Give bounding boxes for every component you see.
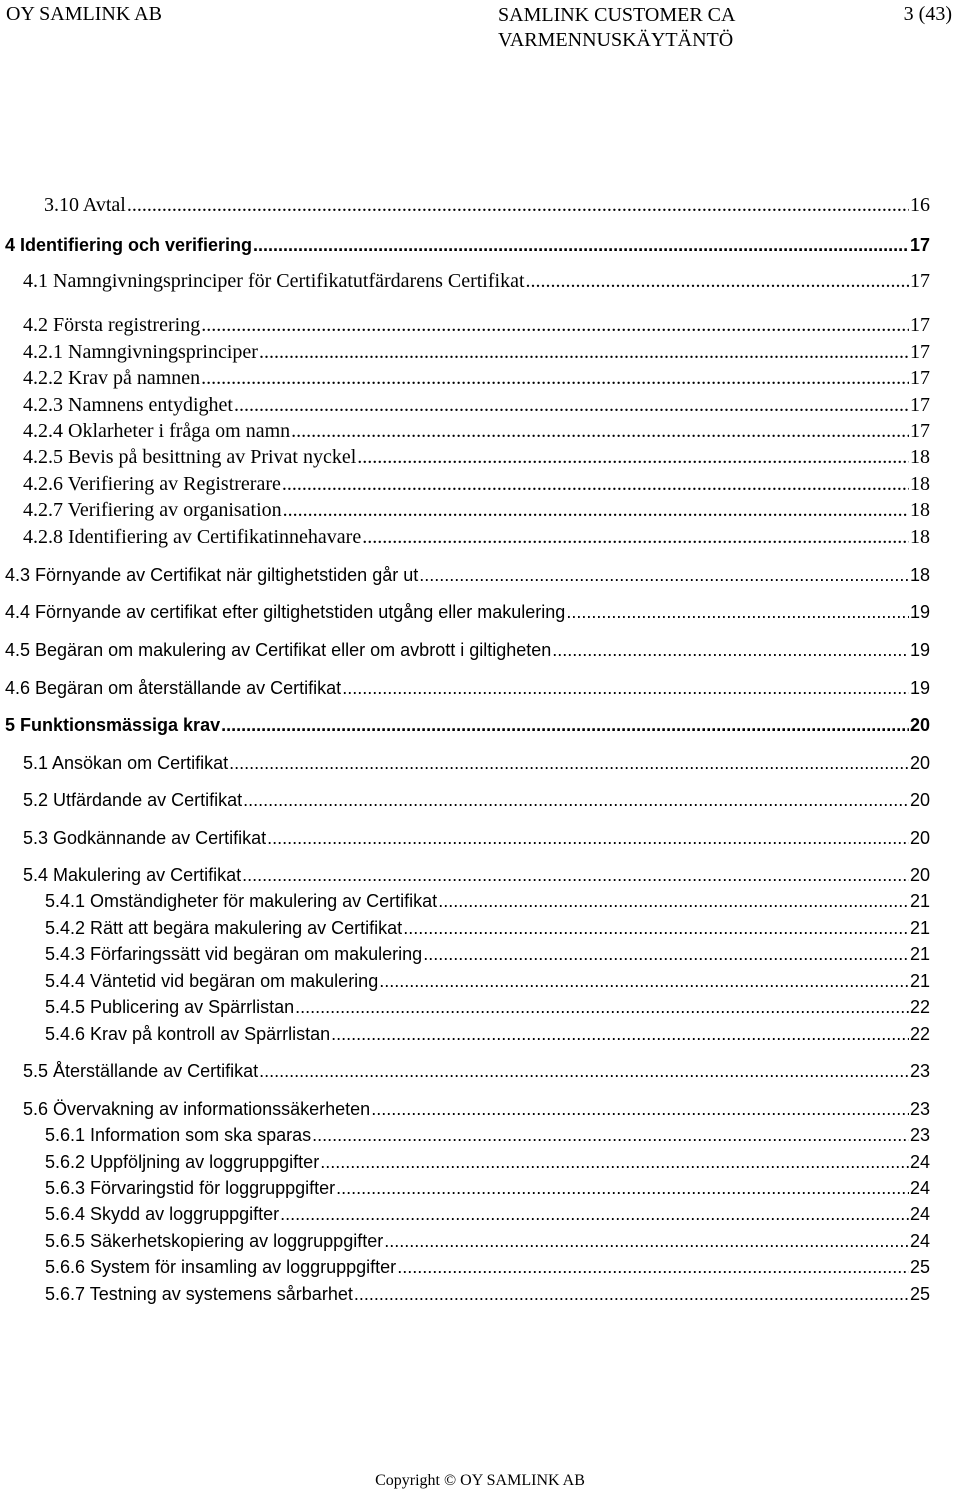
toc-entry[interactable]: [23, 394, 930, 416]
page-footer: [0, 1472, 960, 1490]
toc-entry-page: 24: [909, 1204, 930, 1224]
toc-entry-page: 21: [909, 891, 930, 911]
toc-entry-title: 5.6.1 Information som ska sparas: [45, 1125, 312, 1145]
toc-dot-leader: [320, 1151, 909, 1173]
toc-dot-leader: [229, 752, 909, 774]
toc-entry-page: 25: [909, 1257, 930, 1277]
toc-entry-page: 19: [909, 678, 930, 698]
toc-entry[interactable]: [5, 639, 930, 661]
toc-entry[interactable]: [45, 970, 930, 992]
toc-entry-title: 5 Funktionsmässiga krav: [5, 715, 221, 735]
toc-entry-title: 5.6.3 Förvaringstid för loggruppgifter: [45, 1178, 336, 1198]
toc-entry-title: 5.4.3 Förfaringssätt vid begäran om makulering: [45, 944, 423, 964]
toc-entry[interactable]: [23, 789, 930, 811]
toc-entry[interactable]: [5, 564, 930, 586]
toc-dot-leader: [552, 639, 909, 661]
toc-entry-title: 4 Identifiering och verifiering: [5, 235, 253, 255]
toc-entry-title: 4.6 Begäran om återställande av Certifikat: [5, 678, 342, 698]
toc-dot-leader: [253, 234, 909, 256]
toc-dot-leader: [267, 827, 909, 849]
copyright-notice: Copyright © OY SAMLINK AB: [375, 1472, 585, 1489]
toc-entry-title: 5.6 Övervakning av informationssäkerheten: [23, 1099, 371, 1119]
toc-entry-title: 5.4 Makulering av Certifikat: [23, 865, 242, 885]
toc-entry-page: 17: [910, 394, 930, 416]
toc-entry-title: 5.1 Ansökan om Certifikat: [23, 753, 229, 773]
toc-entry-title: 5.4.1 Omständigheter för makulering av Certifikat: [45, 891, 438, 911]
toc-entry-title: 4.2.2 Krav på namnen: [23, 367, 201, 389]
toc-entry[interactable]: [23, 1098, 930, 1120]
toc-entry[interactable]: [5, 234, 930, 256]
toc-dot-leader: [201, 314, 909, 336]
toc-entry[interactable]: [44, 194, 930, 216]
toc-entry-page: 23: [909, 1061, 930, 1081]
toc-entry-page: 20: [909, 790, 930, 810]
toc-entry[interactable]: [23, 526, 930, 548]
toc-entry[interactable]: [45, 1283, 930, 1305]
toc-entry[interactable]: [45, 890, 930, 912]
toc-entry[interactable]: [23, 827, 930, 849]
toc-entry-page: 19: [909, 640, 930, 660]
toc-entry-title: 4.5 Begäran om makulering av Certifikat eller om avbrott i giltigheten: [5, 640, 552, 660]
toc-dot-leader: [357, 446, 909, 468]
toc-entry[interactable]: [23, 420, 930, 442]
toc-entry[interactable]: [23, 446, 930, 468]
toc-entry-page: 20: [909, 865, 930, 885]
toc-entry[interactable]: [45, 917, 930, 939]
toc-entry-page: 24: [909, 1178, 930, 1198]
toc-dot-leader: [336, 1177, 909, 1199]
toc-dot-leader: [526, 270, 909, 292]
toc-entry-page: 17: [910, 341, 930, 363]
toc-entry-page: 17: [910, 270, 930, 292]
toc-dot-leader: [403, 917, 909, 939]
toc-entry-title: 4.2.5 Bevis på besittning av Privat nyckel: [23, 446, 357, 468]
toc-dot-leader: [259, 341, 909, 363]
toc-dot-leader: [282, 473, 909, 495]
company-name: OY SAMLINK AB: [6, 3, 162, 25]
toc-entry-title: 5.6.4 Skydd av loggruppgifter: [45, 1204, 280, 1224]
toc-dot-leader: [342, 677, 909, 699]
toc-entry[interactable]: [23, 367, 930, 389]
toc-entry-page: 24: [909, 1152, 930, 1172]
toc-entry-page: 16: [910, 194, 930, 216]
toc-dot-leader: [259, 1060, 909, 1082]
toc-entry-page: 20: [909, 828, 930, 848]
toc-dot-leader: [243, 789, 909, 811]
toc-dot-leader: [419, 564, 909, 586]
toc-dot-leader: [280, 1203, 909, 1225]
toc-entry-page: 18: [910, 526, 930, 548]
toc-entry-page: 20: [909, 753, 930, 773]
toc-entry-title: 4.1 Namngivningsprinciper för Certifikatutfärdarens Certifikat: [23, 270, 525, 292]
toc-entry[interactable]: [23, 270, 930, 292]
toc-entry-title: 5.4.4 Väntetid vid begäran om makulering: [45, 971, 379, 991]
toc-dot-leader: [566, 601, 909, 623]
toc-entry-page: 22: [909, 1024, 930, 1044]
toc-entry-page: 19: [909, 602, 930, 622]
toc-entry[interactable]: [45, 1256, 930, 1278]
toc-dot-leader: [362, 526, 909, 548]
toc-dot-leader: [127, 194, 909, 216]
toc-entry[interactable]: [45, 1177, 930, 1199]
toc-entry-page: 18: [909, 565, 930, 585]
toc-entry[interactable]: [45, 1230, 930, 1252]
toc-dot-leader: [201, 367, 909, 389]
toc-entry-page: 23: [909, 1125, 930, 1145]
toc-dot-leader: [379, 970, 909, 992]
toc-dot-leader: [234, 394, 909, 416]
toc-dot-leader: [312, 1124, 909, 1146]
toc-entry-title: 5.4.2 Rätt att begära makulering av Certifikat: [45, 918, 403, 938]
toc-entry[interactable]: [23, 341, 930, 363]
toc-entry[interactable]: [23, 314, 930, 336]
toc-dot-leader: [354, 1283, 909, 1305]
toc-entry-page: 22: [909, 997, 930, 1017]
toc-entry-page: 18: [910, 446, 930, 468]
document-title-line-2: VARMENNUSKÄYTÄNTÖ: [498, 29, 734, 51]
toc-entry-title: 5.6.5 Säkerhetskopiering av loggruppgifter: [45, 1231, 384, 1251]
toc-dot-leader: [295, 996, 909, 1018]
toc-entry-page: 20: [909, 715, 930, 735]
toc-dot-leader: [371, 1098, 909, 1120]
toc-dot-leader: [283, 499, 909, 521]
toc-entry-title: 4.4 Förnyande av certifikat efter giltighetstiden utgång eller makulering: [5, 602, 566, 622]
toc-entry-page: 17: [910, 314, 930, 336]
toc-entry[interactable]: [23, 752, 930, 774]
toc-entry-title: 5.4.6 Krav på kontroll av Spärrlistan: [45, 1024, 331, 1044]
toc-entry-title: 4.2.8 Identifiering av Certifikatinnehavare: [23, 526, 362, 548]
page-indicator: 3 (43): [903, 3, 952, 25]
toc-entry-page: 21: [909, 918, 930, 938]
toc-entry-title: 5.6.2 Uppföljning av loggruppgifter: [45, 1152, 320, 1172]
toc-entry[interactable]: [45, 1203, 930, 1225]
toc-entry-title: 4.2.4 Oklarheter i fråga om namn: [23, 420, 291, 442]
toc-entry[interactable]: [45, 996, 930, 1018]
toc-entry[interactable]: [5, 714, 930, 736]
toc-entry[interactable]: [23, 864, 930, 886]
toc-entry[interactable]: [5, 601, 930, 623]
toc-entry-page: 23: [909, 1099, 930, 1119]
toc-entry-page: 21: [909, 944, 930, 964]
toc-entry-title: 5.3 Godkännande av Certifikat: [23, 828, 267, 848]
toc-entry-title: 4.2 Första registrering: [23, 314, 201, 336]
toc-entry[interactable]: [45, 1151, 930, 1173]
toc-entry-title: 4.2.1 Namngivningsprinciper: [23, 341, 258, 363]
toc-dot-leader: [397, 1256, 909, 1278]
toc-dot-leader: [331, 1023, 909, 1045]
toc-entry-title: 5.4.5 Publicering av Spärrlistan: [45, 997, 295, 1017]
toc-entry[interactable]: [23, 499, 930, 521]
toc-entry-title: 4.2.7 Verifiering av organisation: [23, 499, 282, 521]
toc-entry-page: 25: [909, 1284, 930, 1304]
toc-entry-title: 5.6.7 Testning av systemens sårbarhet: [45, 1284, 353, 1304]
toc-entry[interactable]: [45, 1023, 930, 1045]
toc-entry-page: 18: [910, 499, 930, 521]
toc-entry[interactable]: [23, 473, 930, 495]
toc-dot-leader: [221, 714, 909, 736]
toc-dot-leader: [291, 420, 909, 442]
toc-dot-leader: [242, 864, 909, 886]
toc-dot-leader: [438, 890, 909, 912]
document-title-line-1: SAMLINK CUSTOMER CA: [498, 4, 736, 26]
toc-entry[interactable]: [45, 1124, 930, 1146]
toc-entry[interactable]: [23, 1060, 930, 1082]
toc-entry-title: 4.2.6 Verifiering av Registrerare: [23, 473, 281, 495]
toc-entry-title: 5.2 Utfärdande av Certifikat: [23, 790, 243, 810]
toc-entry-title: 4.3 Förnyande av Certifikat när giltighetstiden går ut: [5, 565, 419, 585]
toc-dot-leader: [423, 943, 909, 965]
toc-entry-page: 18: [910, 473, 930, 495]
toc-entry[interactable]: [5, 677, 930, 699]
toc-entry-page: 17: [909, 235, 930, 255]
toc-entry-title: 4.2.3 Namnens entydighet: [23, 394, 233, 416]
toc-entry-title: 5.5 Återställande av Certifikat: [23, 1061, 259, 1081]
toc-entry-title: 5.6.6 System för insamling av loggruppgifter: [45, 1257, 397, 1277]
toc-entry-page: 17: [910, 367, 930, 389]
toc-entry-page: 17: [910, 420, 930, 442]
toc-entry-page: 24: [909, 1231, 930, 1251]
toc-entry[interactable]: [45, 943, 930, 965]
toc-entry-title: 3.10 Avtal: [44, 194, 126, 216]
toc-entry-page: 21: [909, 971, 930, 991]
toc-dot-leader: [384, 1230, 909, 1252]
